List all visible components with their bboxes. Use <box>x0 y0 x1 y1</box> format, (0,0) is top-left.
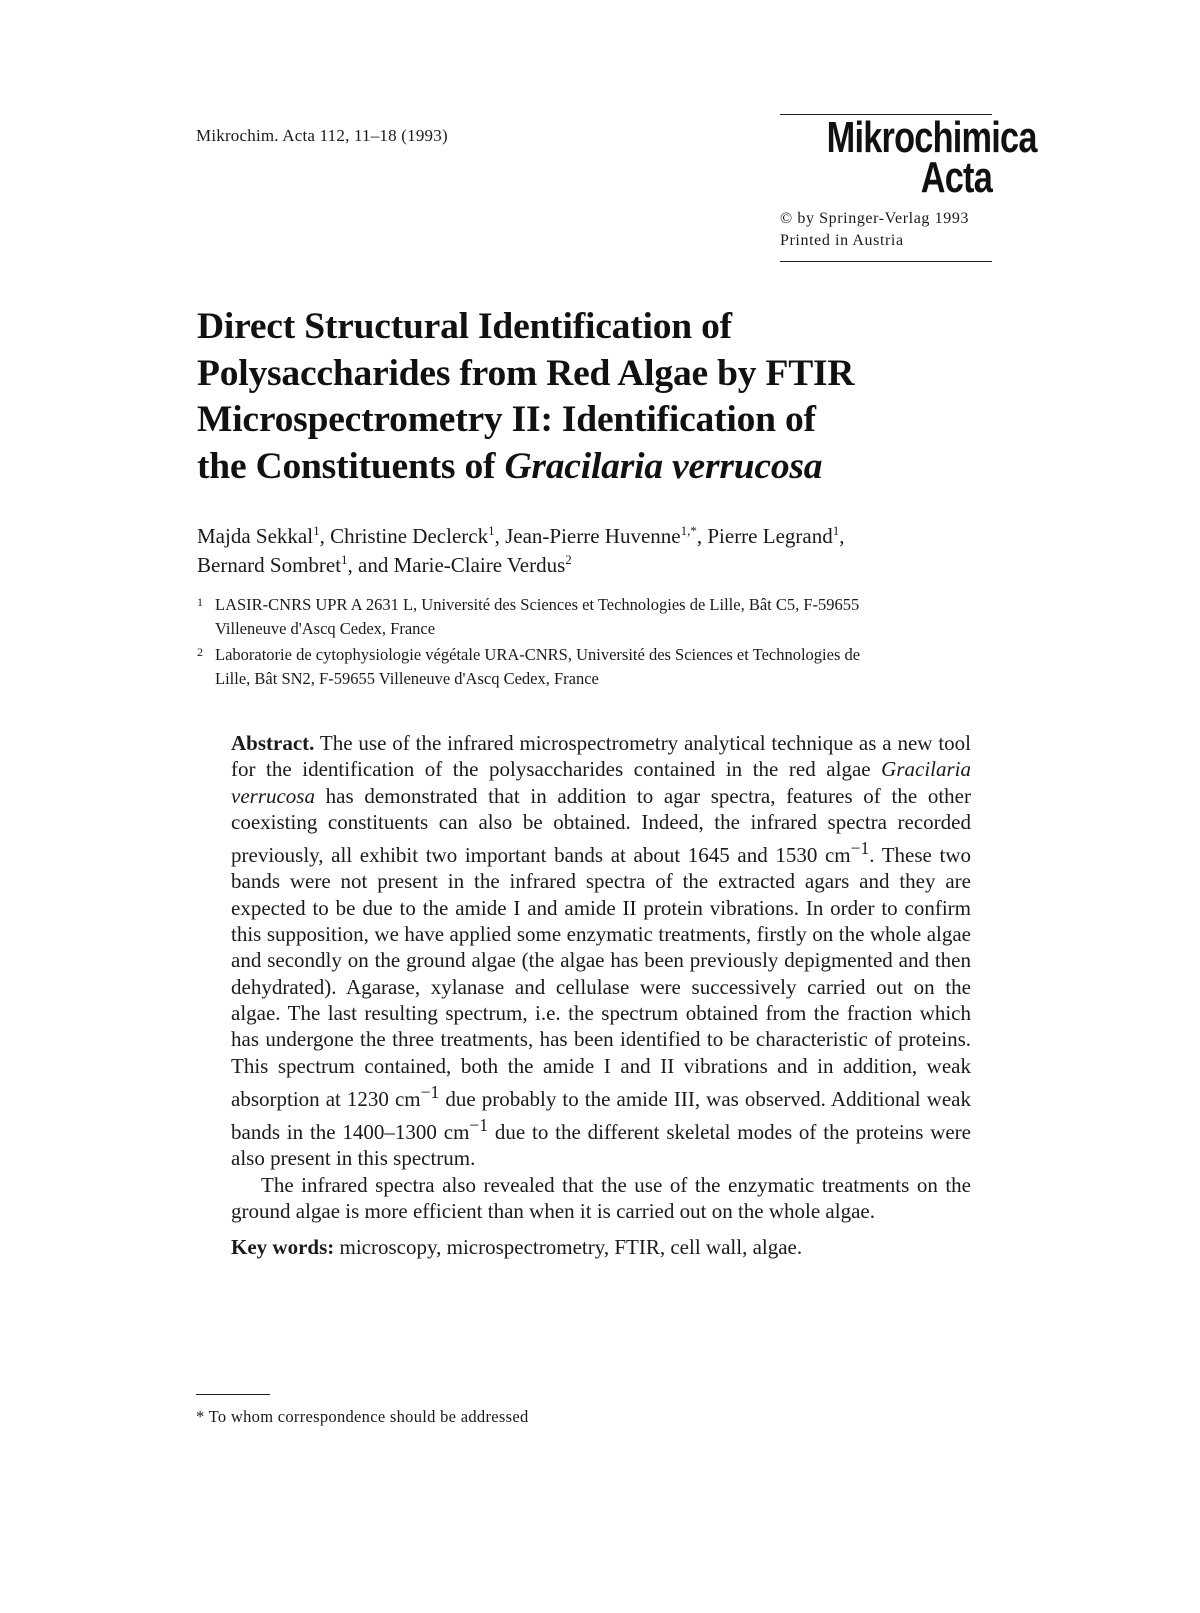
abstract-label: Abstract. <box>231 731 315 755</box>
journal-logo-line1: Mikrochimica <box>826 113 1037 162</box>
journal-logo-line2: Acta <box>920 153 992 202</box>
author-name: Bernard Sombret <box>197 553 342 577</box>
affiliation-line: Villeneuve d'Ascq Cedex, France <box>215 619 436 638</box>
affiliation-line: Laboratorie de cytophysiologie végétale URA-CNRS, Université des Sciences et Technologies de <box>215 645 861 664</box>
footnote: * To whom correspondence should be addressed <box>196 1407 529 1426</box>
author-list: Majda Sekkal$^1$, Christine Declerck$^1$, Jean-Pierre Huvenne$^{1,*}$, Pierre Legrand$^1$, Bernard Sombret$^1$, and Marie-Claire Verdus$^2$ <box>197 523 845 577</box>
copyright-notice: © by Springer-Verlag 1993 <box>780 210 970 227</box>
footnote-rule <box>196 1394 270 1395</box>
author-name: Pierre Legrand <box>707 524 833 548</box>
title-species: Gracilaria verrucosa <box>504 445 823 487</box>
abstract-paragraph: Abstract. The use of the infrared microspectrometry analytical technique as a new tool for the identification of the polysaccharides contained in the red algae Gracilaria verrucosa has demonstrated that in addition to agar spectra, features of the other coexisting constituents can also be obtained. Indeed, the infrared spectra recorded previously, all exhibit two important bands at about 1645 and 1530 $cm^{-1}$. These two bands were not present in the infrared spectra of the extracted agars and they are expected to be due to the amide I and amide II protein vibrations. In order to confirm this supposition, we have applied some enzymatic treatments, firstly on the whole algae and secondly on the ground algae (the algae has been previously depigmented and then dehydrated). Agarase, xylanase and cellulase were successively carried out on the algae. The last resulting spectrum, i.e. the spectrum obtained from the fraction which has undergone the three treatments, has been identified to be characteristic of proteins. This spectrum contained, both the amide I and II vibrations and in addition, weak absorption at 1230 $cm^{-1}$ due probably to the amide III, was observed. Additional weak bands in the 1400–1300 $cm^{-1}$ due to the different skeletal modes of the proteins were also present in this spectrum. <box>231 731 972 1171</box>
affiliation-list <box>197 593 997 693</box>
publisher-info <box>780 208 992 252</box>
author-affil-marker: 1 <box>488 523 495 538</box>
journal-citation: Mikrochim. Acta 112, 11–18 (1993) <box>196 126 448 145</box>
author-affil-marker: 1 <box>313 523 320 538</box>
abstract-paragraph: The infrared spectra also revealed that the use of the enzymatic treatments on the ground algae is more efficient than when it is carried out on the whole algae. <box>231 1172 971 1224</box>
title-line: Microspectrometry II: Identification of <box>197 399 816 440</box>
abstract <box>231 730 971 1261</box>
affiliation-number: 2 <box>197 645 203 659</box>
author-affil-marker: 2 <box>565 552 572 567</box>
author-affil-marker: 1 <box>341 552 348 567</box>
keywords-label: Key words: <box>231 1235 335 1260</box>
affiliation <box>197 593 997 641</box>
title-line: Polysaccharides from Red Algae by FTIR <box>197 352 855 394</box>
affiliation <box>197 643 997 691</box>
masthead-rule-bottom <box>780 261 992 262</box>
title-line: the Constituents of <box>197 445 505 487</box>
author-affil-marker: 1 <box>832 523 840 538</box>
affiliation-number: 1 <box>197 595 203 609</box>
species-name: Gracilaria verrucosa <box>231 757 971 808</box>
journal-masthead <box>780 113 1037 262</box>
author-name: Christine Declerck <box>330 524 489 548</box>
printed-notice: Printed in Austria <box>780 232 904 249</box>
journal-logo <box>826 113 1037 202</box>
affiliation-line: LASIR-CNRS UPR A 2631 L, Université des Sciences et Technologies de Lille, Bât C5, F-59655 <box>215 595 860 614</box>
author-name: Majda Sekkal <box>197 524 314 548</box>
affiliation-line: Lille, Bât SN2, F-59655 Villeneuve d'Ascq Cedex, France <box>215 669 599 688</box>
title-line: Direct Structural Identification of <box>197 306 732 347</box>
paper-title <box>197 304 957 490</box>
author-name: Marie-Claire Verdus <box>393 553 566 577</box>
author-affil-marker: 1,* <box>680 523 697 538</box>
author-name: Jean-Pierre Huvenne <box>505 524 681 548</box>
keywords-list: microscopy, microspectrometry, FTIR, cell wall, algae. <box>334 1235 803 1260</box>
keywords <box>231 1234 971 1260</box>
